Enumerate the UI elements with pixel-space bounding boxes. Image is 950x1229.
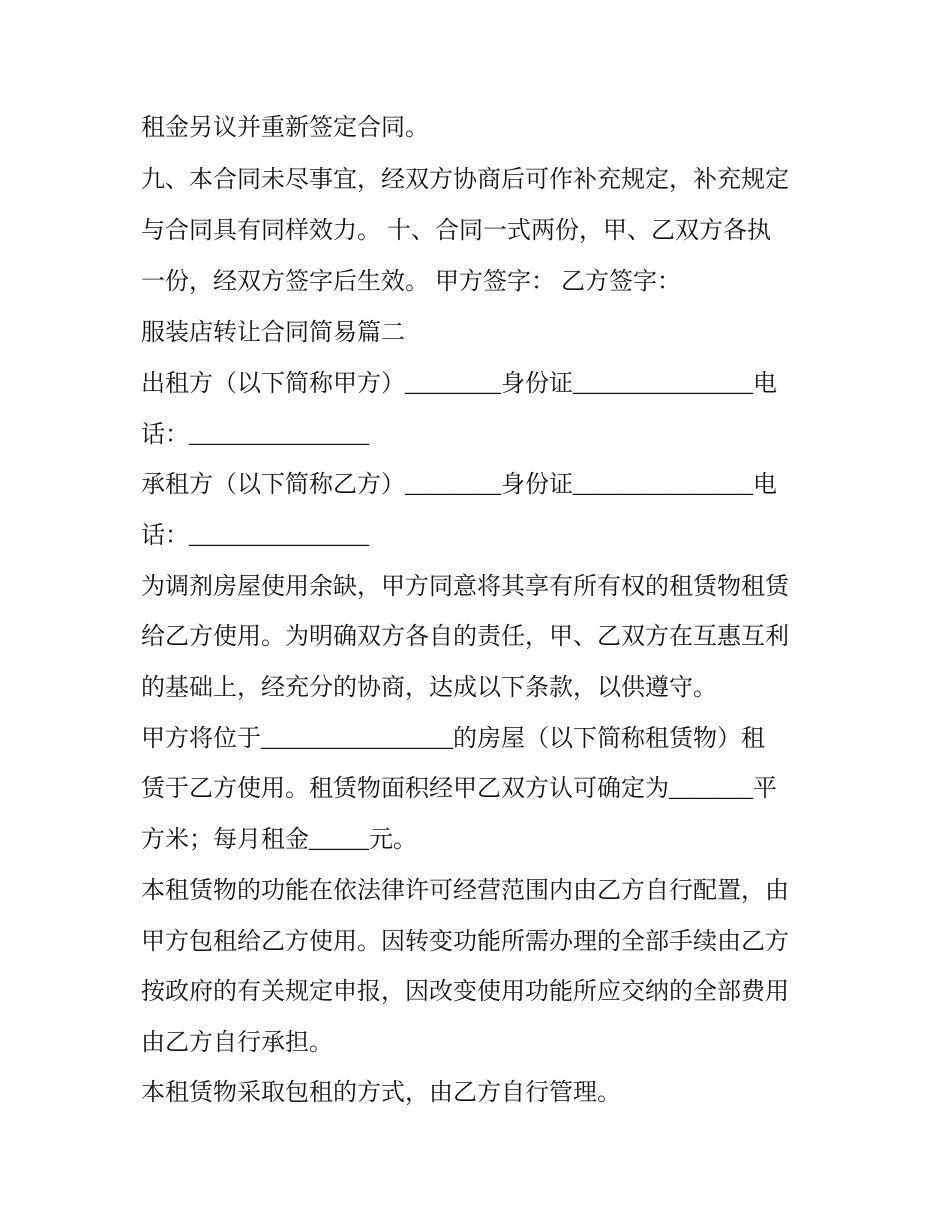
text-line: 甲方包租给乙方使用。因转变功能所需办理的全部手续由乙方 (141, 929, 789, 955)
text-line: 话：_______________ (141, 422, 369, 448)
text-line: 与合同具有同样效力。 十、合同一式两份，甲、乙双方各执 (141, 218, 771, 244)
text-line: 租金另议并重新签定合同。 (141, 115, 429, 141)
text-line: 九、本合同未尽事宜，经双方协商后可作补充规定，补充规定 (141, 167, 789, 193)
section-heading: 服装店转让合同简易篇二 (141, 320, 405, 346)
text-line: 按政府的有关规定申报，因改变使用功能所应交纳的全部费用 (141, 979, 789, 1005)
text-line: 承租方（以下简称乙方）________身份证_______________电 (141, 472, 777, 498)
text-line: 为调剂房屋使用余缺，甲方同意将其享有所有权的租赁物租赁 (141, 574, 789, 600)
text-line: 的基础上，经充分的协商，达成以下条款，以供遵守。 (141, 675, 717, 701)
text-line: 本租赁物采取包租的方式，由乙方自行管理。 (141, 1080, 621, 1106)
text-line: 甲方将位于________________的房屋（以下简称租赁物）租 (141, 726, 765, 752)
text-line: 一份，经双方签字后生效。 甲方签字： 乙方签字： (141, 269, 681, 295)
text-line: 本租赁物的功能在依法律许可经营范围内由乙方自行配置，由 (141, 878, 789, 904)
text-line: 方米；每月租金_____元。 (141, 827, 417, 853)
text-line: 出租方（以下简称甲方）________身份证_______________电 (141, 371, 777, 397)
text-line: 赁于乙方使用。租赁物面积经甲乙双方认可确定为_______平 (141, 776, 777, 802)
text-line: 由乙方自行承担。 (141, 1030, 333, 1056)
text-line: 话：_______________ (141, 523, 369, 549)
text-line: 给乙方使用。为明确双方各自的责任，甲、乙双方在互惠互利 (141, 624, 789, 650)
